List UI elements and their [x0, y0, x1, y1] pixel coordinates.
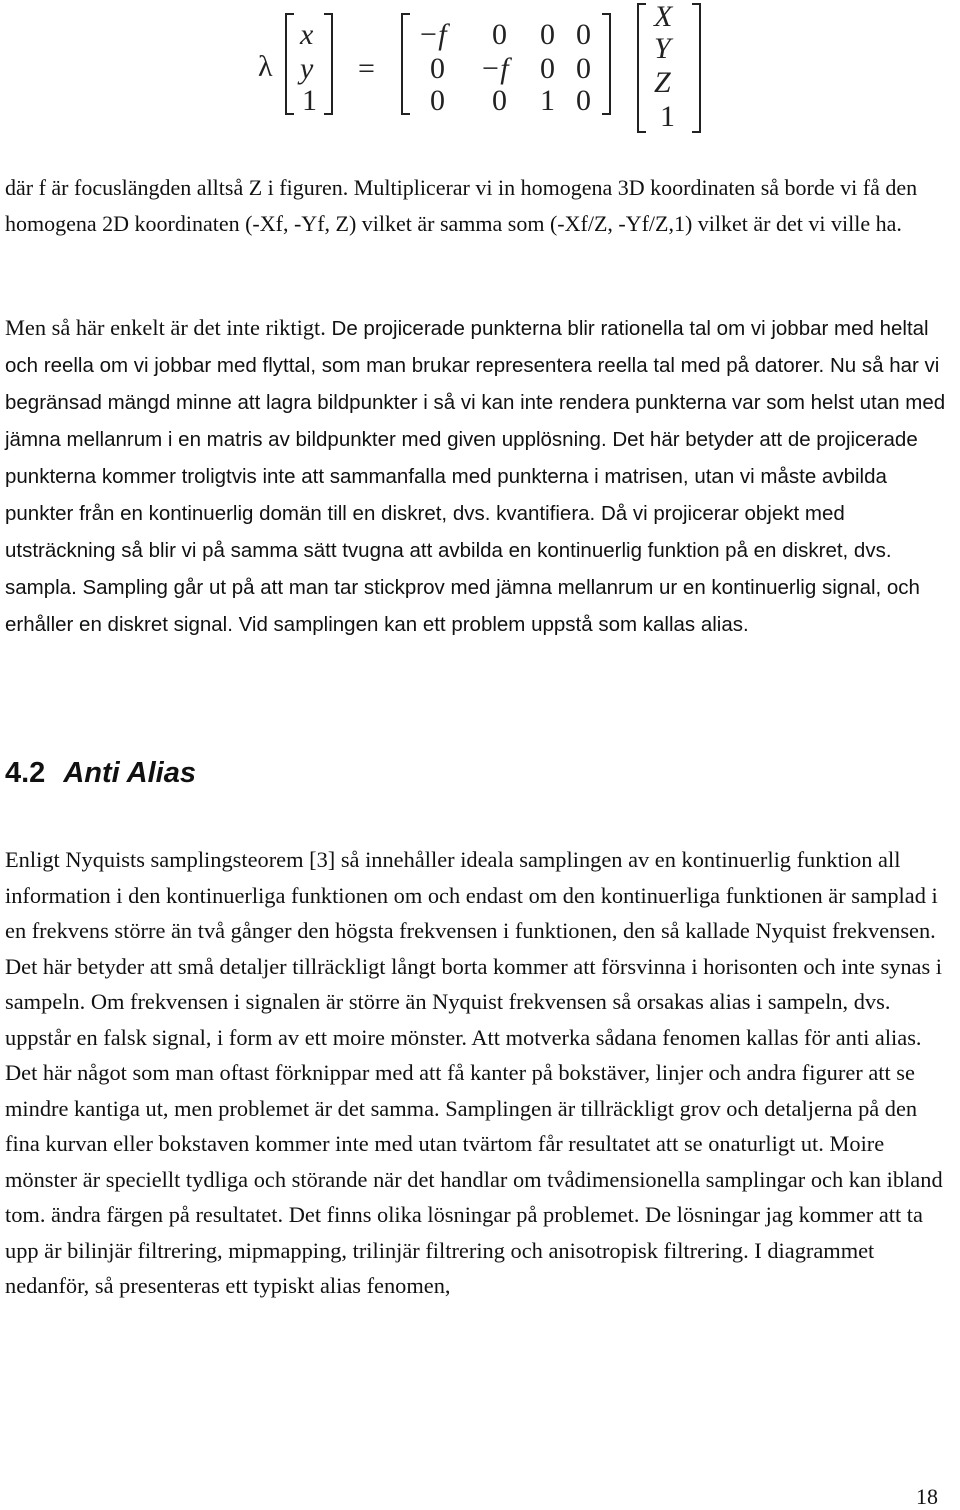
section-heading	[5, 757, 196, 790]
matrix-entry: −f	[418, 18, 447, 51]
lhs-entry: x	[300, 18, 314, 51]
matrix-entry: 1	[540, 84, 555, 117]
rhs-bracket-left	[638, 4, 646, 132]
equation-lambda: λ	[258, 50, 273, 83]
paragraph-sampling-body: De projicerade punkterna blir rationella tal om vi jobbar med heltal och reella om vi jobbar med flyttal, som man brukar representera reella tal med på datorer. Nu så har vi begränsad mängd minne att lagra bildpunkter i så vi kan inte rendera punkterna var som helst utan med jämna mellanrum i en matris av bildpunkter med given upplösning. Det här betyder att de projicerade punkterna kommer troligtvis inte att sammanfalla med punkterna i matrisen, utan vi måste avbilda punkter från en kontinuerlig domän till en diskret, dvs. kvantifiera. Då vi projicerar objekt med utsträckning så blir vi på samma sätt tvugna att avbilda en kontinuerlig funktion på en diskret, dvs. sampla. Sampling går ut på att man tar stickprov med jämna mellanrum ur en kontinuerlig signal, och erhåller en diskret signal. Vid samplingen kan ett problem uppstå som kallas alias.	[5, 317, 946, 636]
lhs-entry: y	[300, 52, 314, 85]
equation-equals: =	[358, 52, 375, 85]
matrix-entry: 0	[540, 52, 555, 85]
rhs-entry: 1	[660, 100, 675, 133]
matrix-bracket-left	[402, 14, 410, 114]
matrix-entry: −f	[480, 52, 509, 85]
matrix-entry: 0	[576, 52, 591, 85]
rhs-entry: X	[654, 0, 673, 33]
page-number: 18	[916, 1484, 938, 1509]
matrix-bracket-right	[602, 14, 610, 114]
matrix-entry: 0	[576, 84, 591, 117]
lhs-bracket-left	[286, 14, 294, 114]
matrix-entry: 0	[492, 84, 507, 117]
matrix-entry: 0	[576, 18, 591, 51]
matrix-entry: 0	[430, 84, 445, 117]
paragraph-sampling-lead: Men så här enkelt är det inte riktigt.	[5, 315, 326, 340]
paragraph-focal-length: där f är focuslängden alltså Z i figuren. Multiplicerar vi in homogena 3D koordinaten så borde vi få den homogena 2D koordinaten (-Xf, -Yf, Z) vilket är samma som (-Xf/Z, -Yf/Z,1) vilket är det vi ville ha.	[5, 175, 918, 236]
matrix-entry: 0	[492, 18, 507, 51]
lhs-bracket-right	[324, 14, 332, 114]
projection-equation	[250, 0, 710, 140]
section-title: Anti Alias	[63, 757, 196, 789]
rhs-bracket-right	[692, 4, 700, 132]
paragraph-anti-alias: Enligt Nyquists samplingsteorem [3] så innehåller ideala samplingen av en kontinuerlig funktion all information i den kontinuerliga funktionen om och endast om den kontinuerliga funktionen är samplad i en frekvens större än två gånger den högsta frekvensen i funktionen, den så kallade Nyquist frekvensen. Det här betyder att små detaljer tillräckligt långt borta kommer att försvinna i horisonten och inte synas i sampeln. Om frekvensen i signalen är större än Nyquist frekvensen så orsakas alias i sampeln, dvs. uppstår en falsk signal, i form av ett moire mönster. Att motverka sådana fenomen kallas för anti alias. Det här något som man oftast förknippar med att få kanter på bokstäver, linjer och andra figurer att se mindre kantiga ut, men problemet är det samma. Samplingen är tillräckligt grov och detaljerna på den fina kurvan eller bokstaven kommer inte med utan tvärtom får resultatet att se onaturligt ut. Moire mönster är speciellt tydliga och störande när det handlar om tvådimensionella samplingar och kan ibland tom. ändra färgen på resultatet. Det finns olika lösningar på problemet. De lösningar jag kommer att ta upp är bilinjär filtrering, mipmapping, trilinjär filtrering och anisotropisk filtrering. I diagrammet nedanför, så presenteras ett typiskt alias fenomen,	[5, 847, 943, 1298]
rhs-entry: Y	[654, 32, 671, 65]
rhs-entry: Z	[654, 66, 671, 99]
section-number: 4.2	[5, 757, 46, 789]
matrix-entry: 0	[430, 52, 445, 85]
lhs-entry: 1	[302, 84, 317, 117]
paragraph-sampling	[5, 310, 955, 643]
matrix-entry: 0	[540, 18, 555, 51]
